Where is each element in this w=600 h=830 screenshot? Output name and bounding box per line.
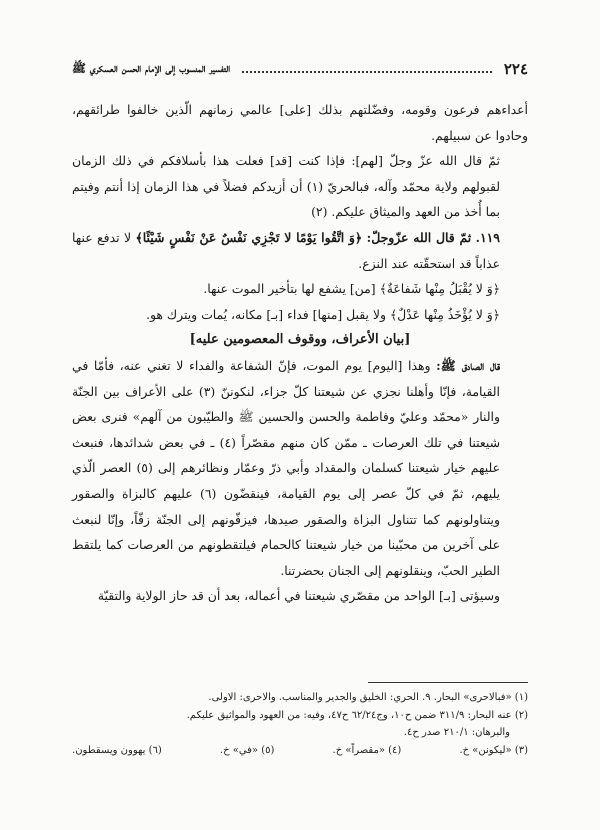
paragraph: وسيؤتى [بـ] الواحد من مقصّري شيعتنا في أعماله، بعد أن قد حاز الولاية والتقيّة (97, 588, 500, 604)
verse-intro: ثمّ قال الله عزّوجلّ: (366, 229, 472, 245)
footnote: (٢) عنه البحار: ٣١١/٩ ضمن ح١٠، وج٦٢/٢٤ ح٤٧، وفيه: من العهود والمواثيق عليكم. (186, 709, 528, 721)
running-title: التفسير المنسوب إلى الإمام الحسن العسكري ﷺ (72, 60, 231, 75)
page-number: ٢٢٤ (503, 60, 528, 78)
footnote: (١) «فبالاحرى» البحار. ٩. الحري: الخليق والجدير والمناسب. والاحرى: الاولى. (208, 692, 528, 703)
footnote: (٤) «مقصراً» خ. (332, 744, 402, 756)
section-title: [بيان الأعراف، ووقوف المعصومين عليه] (189, 332, 411, 348)
verse-paragraph (72, 225, 528, 276)
footnote-divider (368, 682, 528, 683)
narration-paragraph (72, 353, 528, 583)
footnote: (٥) «في» خ. (219, 744, 275, 756)
verse-commentary: لا تدفع عنها عذاباً قد استحقّته عند النزع. (72, 229, 500, 271)
paragraph: أعداءهم فرعون وقومه، وفضّلتهم بذلك [على] عالمي زمانهم الّذين خالفوا طرائقهم، وحادوا عن سبيلهم. (72, 102, 528, 143)
ransom-line: ﴿وَ لا يُؤْخَذُ مِنْها عَدْلٌ﴾ ولا يقبل [منها] فداء [بـ] مكانه، يُمات ويترك هو. (146, 306, 500, 322)
speaker-label: قال الصادق ﷺ: (436, 357, 500, 373)
narration-text: وهذا [اليوم] يوم الموت، فإنّ الشفاعة والفداء لا تغني عنه، فأمّا في القيامة، فإنّا وأهلنا نجزي عن شيعتنا كلّ جزاء، لنكوننّ (٣) على الأعراف بين الجنّة والنار «محمّد وعليّ وفاطمة والحسن والحسين ﷺ والطيّبون من آلهم» فنرى بعض شيعتنا في تلك العرصات ـ ممّن كان منهم مقصّراً (٤) ـ في بعض شدائدها، فنبعث عليهم خيار شيعتنا كسلمان والمقداد وأبي ذرّ وعمّار ونظائرهم إلى (٥) العصر الّذي يليهم، ثمّ في كلّ عصر إلى يوم القيامة، فينقضّون (٦) عليهم كالبزاة والصقور ويتناولونهم كما تتناول البزاة والصقور صيدها، فيزفّونهم إلى الجنّة زفّاً، وإنّا لنبعث على آخرين من محبّينا من خيار شيعتنا كالحمام فيلتقطونهم من العرصات كما يلتقط الطير الحبّ، وينقلونهم إلى الجنان بحضرتنا. (72, 357, 501, 578)
footnotes (72, 689, 528, 759)
page-header (72, 58, 528, 80)
verse-number: ١١٩. (475, 229, 500, 245)
footnote-row (72, 742, 528, 760)
header-dotted-rule (242, 65, 492, 73)
intercession-line: ﴿وَ لا يُقْبَلُ مِنْها شَفاعَةٌ﴾ [من] يشفع لها بتأخير الموت عنها. (203, 281, 500, 297)
paragraph: ثمّ قال الله عزّ وجلّ [لهم]: فإذا كنت [قد] فعلت هذا بأسلافكم في ذلك الزمان لقبولهم ولاية محمّد وآله، فبالحريّ (١) أن أزيدكم فضلاً في هذا الزمان إذا أنتم وفيتم بما أُخذ من العهد والميثاق عليكم. (٢) (72, 153, 500, 220)
quran-verse: ﴿وَ اتَّقُوا يَوْمًا لا تَجْزِي نَفْسٌ عَنْ نَفْسٍ شَيْئًا﴾ (135, 229, 363, 245)
main-text (72, 97, 528, 609)
footnote: (٦) يهوون ويسقطون. (72, 744, 162, 756)
footnote: (٣) «ليكونن» خ. (459, 744, 528, 756)
footnote-continuation: والبرهان: ٢١٠/١ صدر ح٤. (403, 727, 510, 738)
